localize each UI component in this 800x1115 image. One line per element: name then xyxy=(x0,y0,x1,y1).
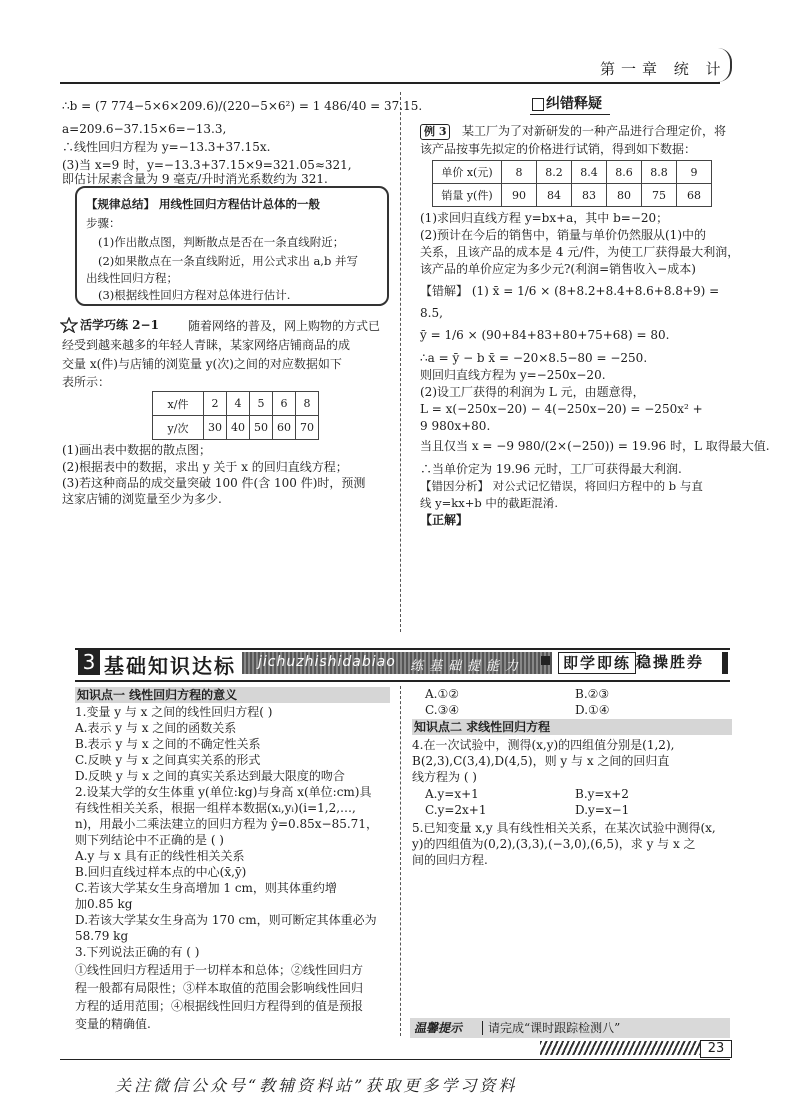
reminder-text: 请完成“课时跟踪检测八” xyxy=(488,1021,621,1035)
star-icon xyxy=(60,317,78,333)
table-cell: 80 xyxy=(607,184,642,207)
example-line: 该产品按事先拟定的价格进行试销，得到如下数据： xyxy=(420,142,697,156)
bottom-rule xyxy=(60,1059,730,1060)
table-cell: 50 xyxy=(250,416,273,440)
table-cell: 2 xyxy=(204,392,227,416)
question-line: A.y 与 x 具有正的线性相关关系 xyxy=(75,849,245,863)
chapter-header: 第一章 统 计 xyxy=(600,60,727,78)
page-number: 23 xyxy=(700,1040,732,1058)
table-cell: 90 xyxy=(502,184,537,207)
example-line: 某工厂为了对新研发的一种产品进行合理定价，将 xyxy=(462,124,727,138)
table-cell: 68 xyxy=(677,184,712,207)
practice-question: (3)若这种商品的成交量突破 100 件(含 100 件)时，预测 xyxy=(62,476,366,490)
column-divider xyxy=(400,686,401,1036)
table-cell: 40 xyxy=(227,416,250,440)
question-line: ①线性回归方程适用于一切样本和总体；②线性回归方 xyxy=(75,963,364,977)
question-line: D.反映 y 与 x 之间的真实关系达到最大限度的吻合 xyxy=(75,769,345,783)
knowledge-point-header: 知识点一 线性回归方程的意义 xyxy=(75,687,390,703)
header-bracket xyxy=(718,48,732,82)
table-cell: 8.8 xyxy=(642,161,677,184)
error-analysis-line: 【错因分析】 对公式记忆错误，将回归方程中的 b 与直 xyxy=(420,479,703,493)
option: C.y=2x+1 xyxy=(425,803,487,817)
practice-question: (1)画出表中数据的散点图； xyxy=(62,443,211,457)
question-line: 线方程为 ( ) xyxy=(412,770,477,784)
question-line: B.回归直线过样本点的中心(x̄,ȳ) xyxy=(75,865,247,879)
pen-icon xyxy=(532,98,544,111)
practice-line: 交量 x(件)与店铺的浏览量 y(次)之间的对应数据如下 xyxy=(62,357,342,371)
column-divider xyxy=(400,92,401,632)
section-title: 纠错释疑 xyxy=(546,96,602,112)
solution-line: 即估计尿素含量为 9 毫克/升时消光系数约为 321. xyxy=(62,172,328,186)
reminder-separator xyxy=(482,1021,483,1035)
banner-title: 基础知识达标 xyxy=(104,654,236,678)
footer-note: 关注微信公众号“教辅资料站”获取更多学习资料 xyxy=(115,1076,518,1095)
option: B.②③ xyxy=(575,687,610,701)
table-cell: x/件 xyxy=(153,392,204,416)
question-line: 有线性相关关系，根据一组样本数据(xᵢ,yᵢ)(i=1,2,…, xyxy=(75,801,356,815)
table-cell: 8 xyxy=(296,392,319,416)
solution-line: ∴b = (7 774−5×6×209.6)/(220−5×6²) = 1 486/40 = 37.15. xyxy=(62,99,423,113)
practice-question: 这家店铺的浏览量至少为多少. xyxy=(62,492,222,506)
rule-line: (3)根据线性回归方程对总体进行估计. xyxy=(98,288,291,302)
error-analysis-line: 线 y=kx+b 中的截距混淆. xyxy=(420,496,559,510)
question-line: 2.设某大学的女生体重 y(单位:kg)与身高 x(单位:cm)具 xyxy=(75,785,372,799)
table-cell: 单价 x(元) xyxy=(433,161,502,184)
practice-line: 随着网络的普及，网上购物的方式已 xyxy=(188,319,381,333)
example-question: (1)求回归直线方程 y=bx+a，其中 b=−20； xyxy=(420,211,669,225)
wrong-solution-line: 8.5, xyxy=(420,306,443,320)
option: B.y=x+2 xyxy=(575,787,629,801)
example-question: 该产品的单价应定为多少元?(利润=销售收入−成本) xyxy=(420,262,696,276)
option: A.①② xyxy=(425,687,459,701)
example-question: (2)预计在今后的销售中，销量与单价仍然服从(1)中的 xyxy=(420,228,706,242)
question-line: 间的回归方程. xyxy=(412,853,488,867)
table-cell: y/次 xyxy=(153,416,204,440)
question-line: C.若该大学某女生身高增加 1 cm，则其体重约增 xyxy=(75,881,337,895)
question-line: 58.79 kg xyxy=(75,929,129,943)
banner-number: 3 xyxy=(78,649,100,675)
option: A.y=x+1 xyxy=(425,787,479,801)
table-cell: 84 xyxy=(537,184,572,207)
wrong-solution-line: ∴a = ȳ − b x̄ = −20×8.5−80 = −250. xyxy=(420,351,648,365)
practice-badge: 活学巧练 2−1 xyxy=(80,318,159,332)
question-line: A.表示 y 与 x 之间的函数关系 xyxy=(75,721,237,735)
question-line: D.若该大学某女生身高为 170 cm，则可断定其体重必为 xyxy=(75,913,377,927)
table-cell: 9 xyxy=(677,161,712,184)
banner-square-icon xyxy=(541,656,550,665)
solution-line: (3)当 x=9 时，y=−13.3+37.15×9=321.05≈321, xyxy=(62,158,352,172)
practice-line: 表所示： xyxy=(62,375,111,389)
page-stripe xyxy=(540,1041,700,1055)
question-line: 3.下列说法正确的有 ( ) xyxy=(75,945,200,959)
table-cell: 75 xyxy=(642,184,677,207)
question-line: 4.在一次试验中，测得(x,y)的四组值分别是(1,2), xyxy=(412,738,675,752)
banner-tag: 即学即练 xyxy=(558,652,636,674)
question-line: 1.变量 y 与 x 之间的线性回归方程( ) xyxy=(75,705,273,719)
table-cell: 60 xyxy=(273,416,296,440)
question-line: B(2,3),C(3,4),D(4,5)，则 y 与 x 之间的回归直 xyxy=(412,754,670,768)
table-cell: 70 xyxy=(296,416,319,440)
question-line: 变量的精确值. xyxy=(75,1017,151,1031)
wrong-solution-line: 当且仅当 x = −9 980/(2×(−250)) = 19.96 时，L 取得最大值. xyxy=(420,439,770,453)
section-title-underline xyxy=(530,114,610,115)
option: D.y=x−1 xyxy=(575,803,630,817)
question-line: 5.已知变量 x,y 具有线性相关关系，在某次试验中测得(x, xyxy=(412,821,716,835)
banner-tag: 稳操胜券 xyxy=(636,653,705,671)
table-cell: 6 xyxy=(273,392,296,416)
wrong-solution-line: L = x(−250x−20) − 4(−250x−20) = −250x² + xyxy=(420,402,703,416)
wrong-solution-line: (2)设工厂获得的利润为 L 元，由题意得， xyxy=(420,385,645,399)
table-cell: 8.2 xyxy=(537,161,572,184)
question-line: 程一般都有局限性；③样本取值的范围会影响线性回归 xyxy=(75,981,364,995)
banner-pinyin: jichuzhishidabiao xyxy=(258,654,396,670)
practice-line: 经受到越来越多的年轻人青睐，某家网络店铺商品的成 xyxy=(62,338,351,352)
rule-line: 步骤： xyxy=(86,216,121,230)
wrong-solution-line: ∴当单价定为 19.96 元时，工厂可获得最大利润. xyxy=(420,462,682,476)
table-cell: 5 xyxy=(250,392,273,416)
header-rule xyxy=(60,82,720,84)
example-badge: 例 3 xyxy=(420,124,450,140)
wrong-solution-line: 则回归直线方程为 y=−250x−20. xyxy=(420,368,606,382)
correct-solution-label: 【正解】 xyxy=(420,513,469,527)
banner-slogan: 练基础提能力 xyxy=(410,659,525,674)
option: D.①④ xyxy=(575,703,610,717)
practice-table xyxy=(152,391,319,440)
question-line: y)的四组值为(0,2),(3,3),(−3,0),(6,5)，求 y 与 x 之 xyxy=(412,837,696,851)
rule-line: (1)作出散点图，判断散点是否在一条直线附近； xyxy=(98,235,345,249)
rule-line: 【规律总结】 用线性回归方程估计总体的一般 xyxy=(86,197,321,211)
table-cell: 8.4 xyxy=(572,161,607,184)
wrong-solution-line: ȳ = 1/6 × (90+84+83+80+75+68) = 80. xyxy=(420,328,670,342)
question-line: 则下列结论中不正确的是 ( ) xyxy=(75,833,224,847)
reminder-label: 温馨提示 xyxy=(414,1021,463,1035)
table-cell: 销量 y(件) xyxy=(433,184,502,207)
knowledge-point-header: 知识点二 求线性回归方程 xyxy=(412,719,732,735)
table-cell: 30 xyxy=(204,416,227,440)
banner-end-bar xyxy=(722,652,728,674)
question-line: n)，用最小二乘法建立的回归方程为 ŷ=0.85x−85.71， xyxy=(75,817,378,831)
table-cell: 4 xyxy=(227,392,250,416)
solution-line: ∴线性回归方程为 y=−13.3+37.15x. xyxy=(62,140,271,154)
question-line: B.表示 y 与 x 之间的不确定性关系 xyxy=(75,737,261,751)
table-cell: 83 xyxy=(572,184,607,207)
table-cell: 8 xyxy=(502,161,537,184)
wrong-solution-line: 【错解】 (1) x̄ = 1/6 × (8+8.2+8.4+8.6+8.8+9) = xyxy=(420,284,720,298)
question-line: 方程的适用范围；④根据线性回归方程得到的值是预报 xyxy=(75,999,364,1013)
practice-question: (2)根据表中的数据，求出 y 关于 x 的回归直线方程； xyxy=(62,460,348,474)
option: C.③④ xyxy=(425,703,460,717)
question-line: C.反映 y 与 x 之间真实关系的形式 xyxy=(75,753,261,767)
question-line: 加0.85 kg xyxy=(75,897,133,911)
table-cell: 8.6 xyxy=(607,161,642,184)
rule-line: 出线性回归方程； xyxy=(86,271,178,285)
rule-line: (2)如果散点在一条直线附近，用公式求出 a,b 并写 xyxy=(98,254,358,268)
example-table xyxy=(432,160,712,207)
wrong-solution-line: 9 980x+80. xyxy=(420,419,491,433)
solution-line: a=209.6−37.15×6=−13.3, xyxy=(62,122,227,136)
example-question: 关系，且该产品的成本是 4 元/件，为使工厂获得最大利润， xyxy=(420,245,740,259)
